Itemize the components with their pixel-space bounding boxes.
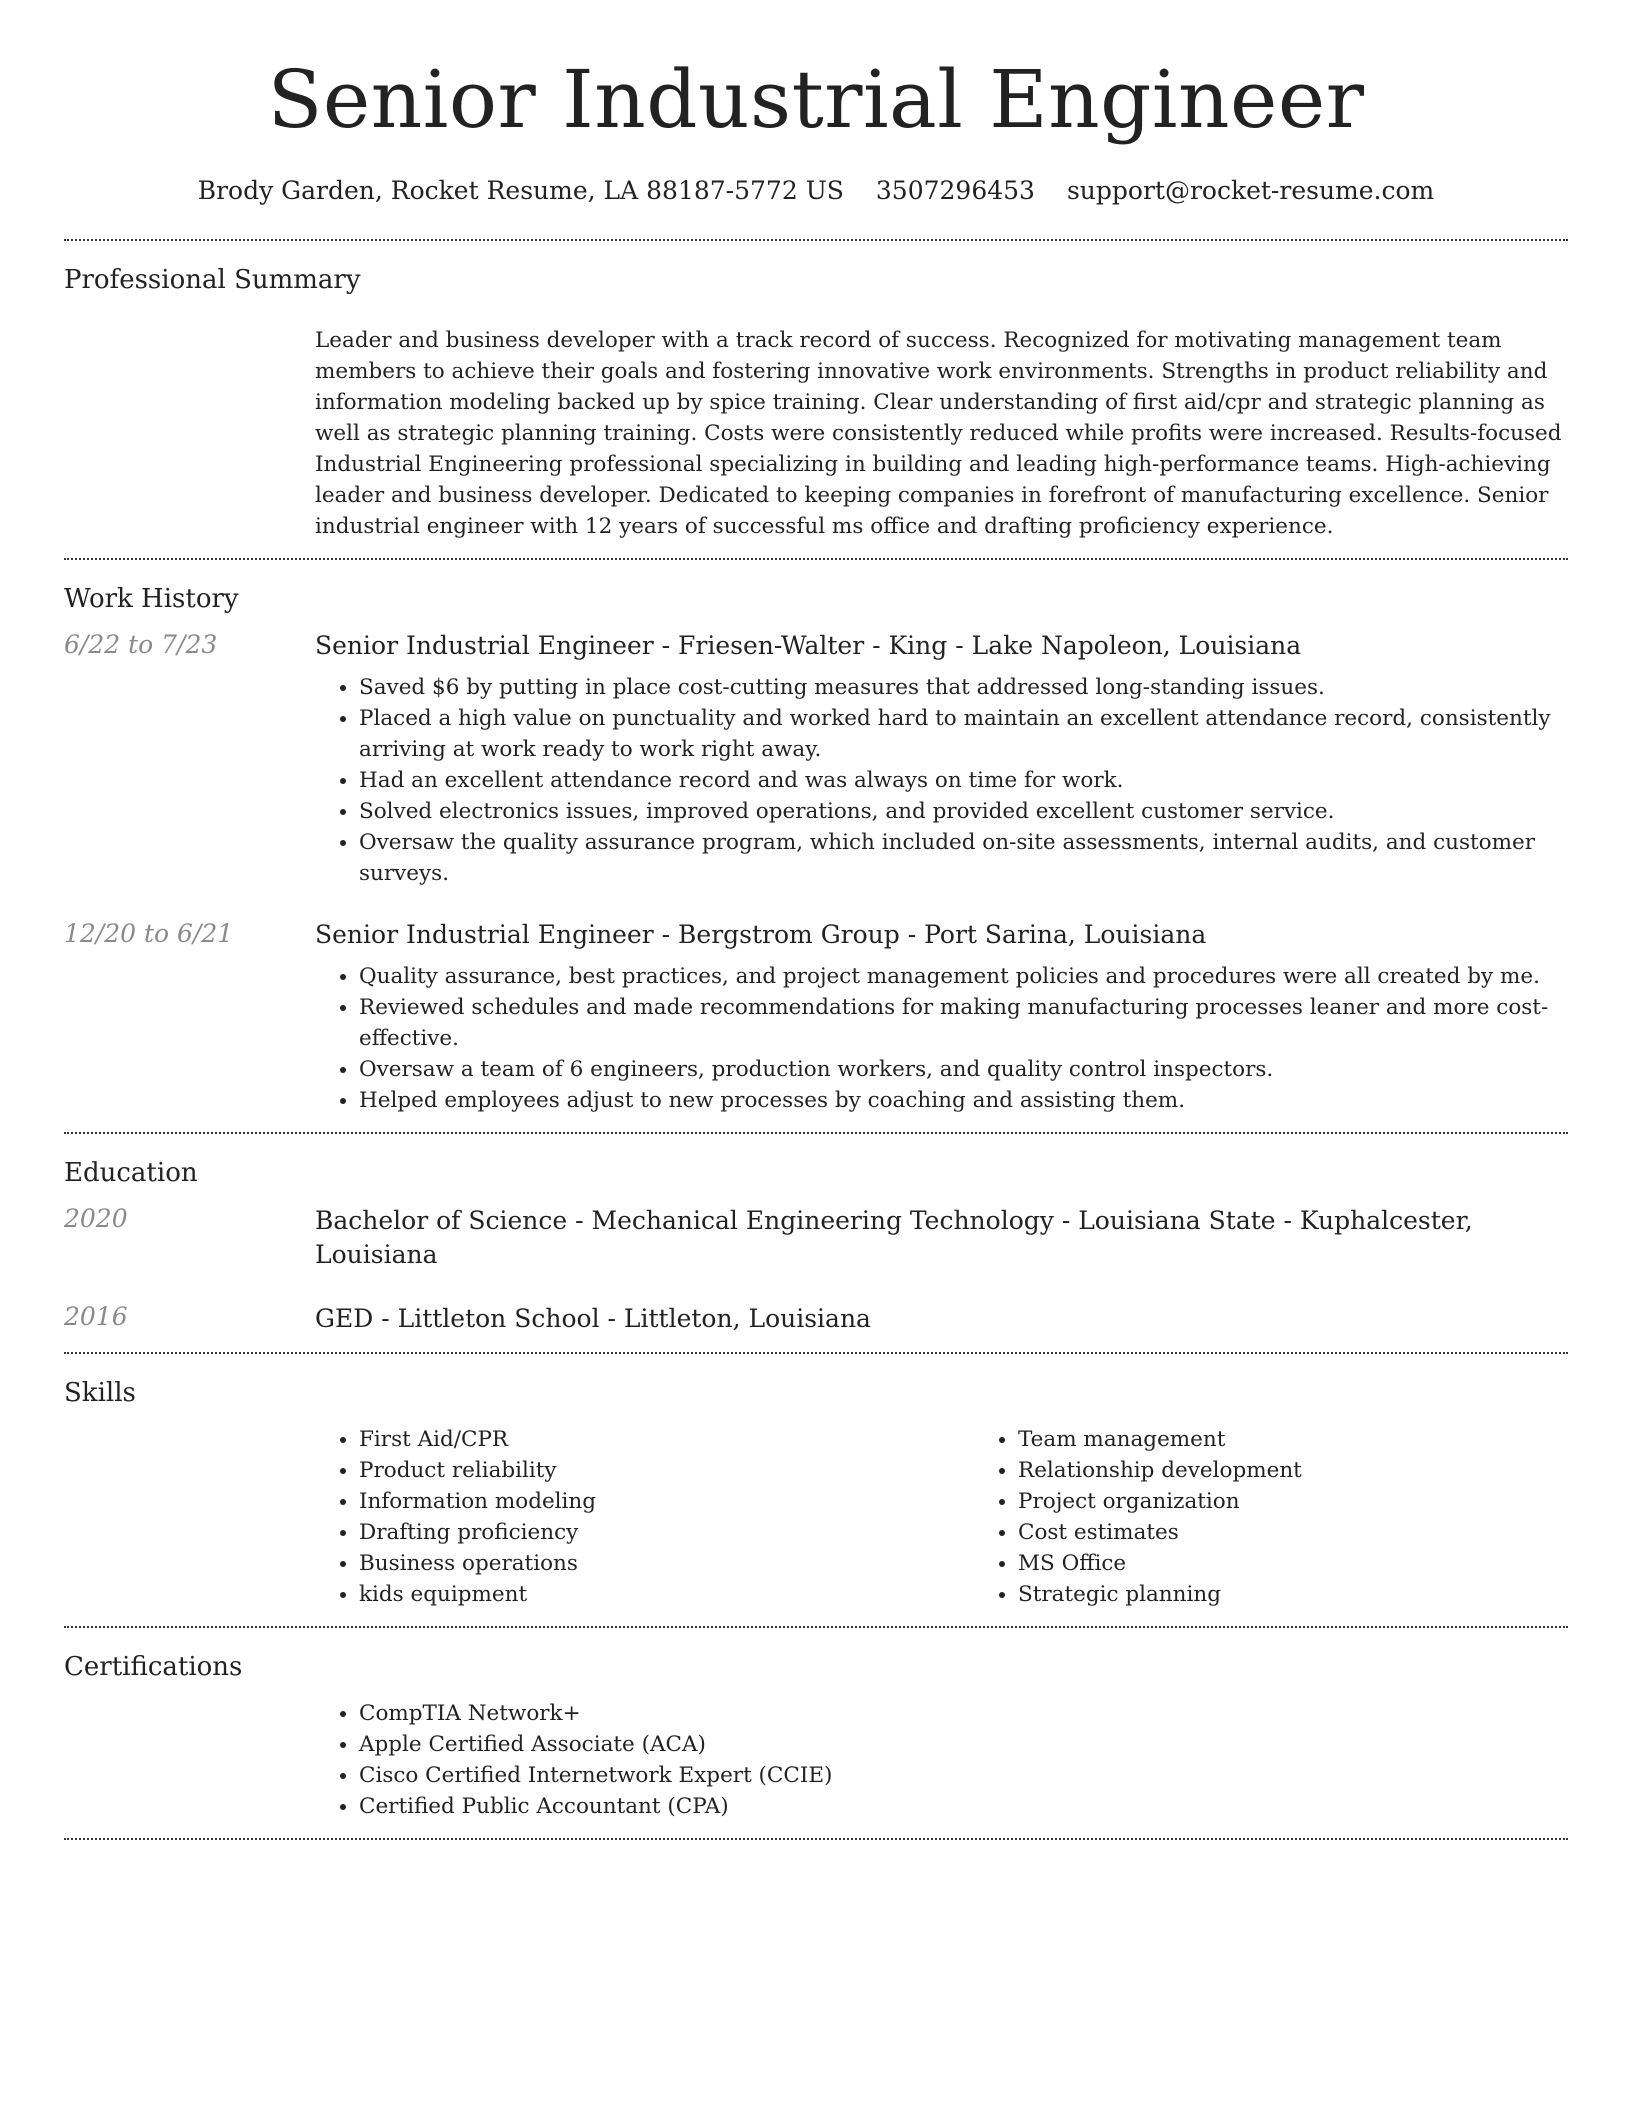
job-title: Senior Industrial Engineer - Bergstrom Group - Port Sarina, Louisiana — [315, 920, 1207, 949]
job-title: Senior Industrial Engineer - Friesen-Walter - King - Lake Napoleon, Louisiana — [315, 631, 1302, 660]
skills-section — [64, 1354, 1568, 1626]
section-divider — [64, 1838, 1568, 1840]
list-item: • Quality assurance, best practices, and project management policies and procedures were all created by me. — [359, 961, 1568, 992]
list-item: • Relationship development — [1018, 1455, 1632, 1486]
skills-list-left — [315, 1424, 974, 1610]
certifications-section — [64, 1628, 1568, 1838]
list-item: • Helped employees adjust to new processes by coaching and assisting them. — [359, 1085, 1568, 1116]
list-item: • MS Office — [1018, 1548, 1632, 1579]
list-item: • Team management — [1018, 1424, 1632, 1455]
list-item: • Reviewed schedules and made recommendations for making manufacturing processes leaner and more cost-effective. — [359, 992, 1568, 1054]
list-item: • Information modeling — [359, 1486, 974, 1517]
list-item: • Business operations — [359, 1548, 974, 1579]
work-history-section — [64, 560, 1568, 1132]
certifications-list — [315, 1698, 1568, 1822]
list-item: • Project organization — [1018, 1486, 1632, 1517]
list-item: • Oversaw a team of 6 engineers, production workers, and quality control inspectors. — [359, 1054, 1568, 1085]
list-item: • Certified Public Accountant (CPA) — [359, 1791, 1568, 1822]
contact-address: Brody Garden, Rocket Resume, LA 88187-5772 US — [197, 176, 844, 205]
list-item: • First Aid/CPR — [359, 1424, 974, 1455]
education-title: Bachelor of Science - Mechanical Engineering Technology - Louisiana State - Kuphalcester, Louisiana — [315, 1206, 1473, 1269]
skills-columns — [315, 1424, 1632, 1610]
contact-email: support@rocket-resume.com — [1066, 176, 1435, 205]
resume-header — [0, 0, 1632, 241]
list-item: • Cisco Certified Internetwork Expert (CCIE) — [359, 1760, 1568, 1791]
resume-content — [64, 241, 1568, 1840]
contact-line — [0, 176, 1632, 205]
summary-section — [64, 241, 1568, 558]
education-title: GED - Littleton School - Littleton, Louisiana — [315, 1304, 871, 1333]
list-item: • Apple Certified Associate (ACA) — [359, 1729, 1568, 1760]
list-item: • Strategic planning — [1018, 1579, 1632, 1610]
summary-text: Leader and business developer with a track record of success. Recognized for motivating management team members to achieve their goals and fostering innovative work environments. Strengths in product reliability and information modeling backed up by spice training. Clear understanding of first aid/cpr and strategic planning as well as strategic planning training. Costs were consistently reduced while profits were increased. Results-focused Industrial Engineering professional specializing in building and leading high-performance teams. High-achieving leader and business developer. Dedicated to keeping companies in forefront of manufacturing excellence. Senior industrial engineer with 12 years of successful ms office and drafting proficiency experience. — [315, 328, 1562, 539]
job-dates: 12/20 to 6/21 — [64, 919, 234, 948]
job-entry — [64, 630, 1568, 889]
job-bullets — [315, 672, 1568, 889]
skills-list-right — [974, 1424, 1632, 1610]
page-title: Senior Industrial Engineer — [267, 53, 1365, 146]
education-year: 2016 — [64, 1302, 128, 1331]
certifications-heading: Certifications — [64, 1652, 243, 1682]
list-item: • Oversaw the quality assurance program, which included on-site assessments, internal audits, and customer surveys. — [359, 827, 1568, 889]
education-entry — [64, 1204, 1568, 1272]
skills-heading: Skills — [64, 1378, 136, 1408]
list-item: • Saved $6 by putting in place cost-cutting measures that addressed long-standing issues. — [359, 672, 1568, 703]
list-item: • Solved electronics issues, improved operations, and provided excellent customer service. — [359, 796, 1568, 827]
list-item: • Product reliability — [359, 1455, 974, 1486]
job-bullets — [315, 961, 1568, 1116]
list-item: • Placed a high value on punctuality and worked hard to maintain an excellent attendance record, consistently arriving at work ready to work right away. — [359, 703, 1568, 765]
contact-phone: 3507296453 — [875, 176, 1035, 205]
education-entry — [64, 1302, 1568, 1336]
list-item: • Had an excellent attendance record and was always on time for work. — [359, 765, 1568, 796]
job-dates: 6/22 to 7/23 — [64, 630, 218, 659]
work-history-heading: Work History — [64, 584, 239, 614]
job-entry — [64, 919, 1568, 1116]
education-section — [64, 1134, 1568, 1352]
list-item: • Cost estimates — [1018, 1517, 1632, 1548]
list-item: • kids equipment — [359, 1579, 974, 1610]
education-heading: Education — [64, 1158, 198, 1188]
list-item: • CompTIA Network+ — [359, 1698, 1568, 1729]
education-year: 2020 — [64, 1204, 128, 1233]
summary-heading: Professional Summary — [64, 265, 361, 295]
list-item: • Drafting proficiency — [359, 1517, 974, 1548]
